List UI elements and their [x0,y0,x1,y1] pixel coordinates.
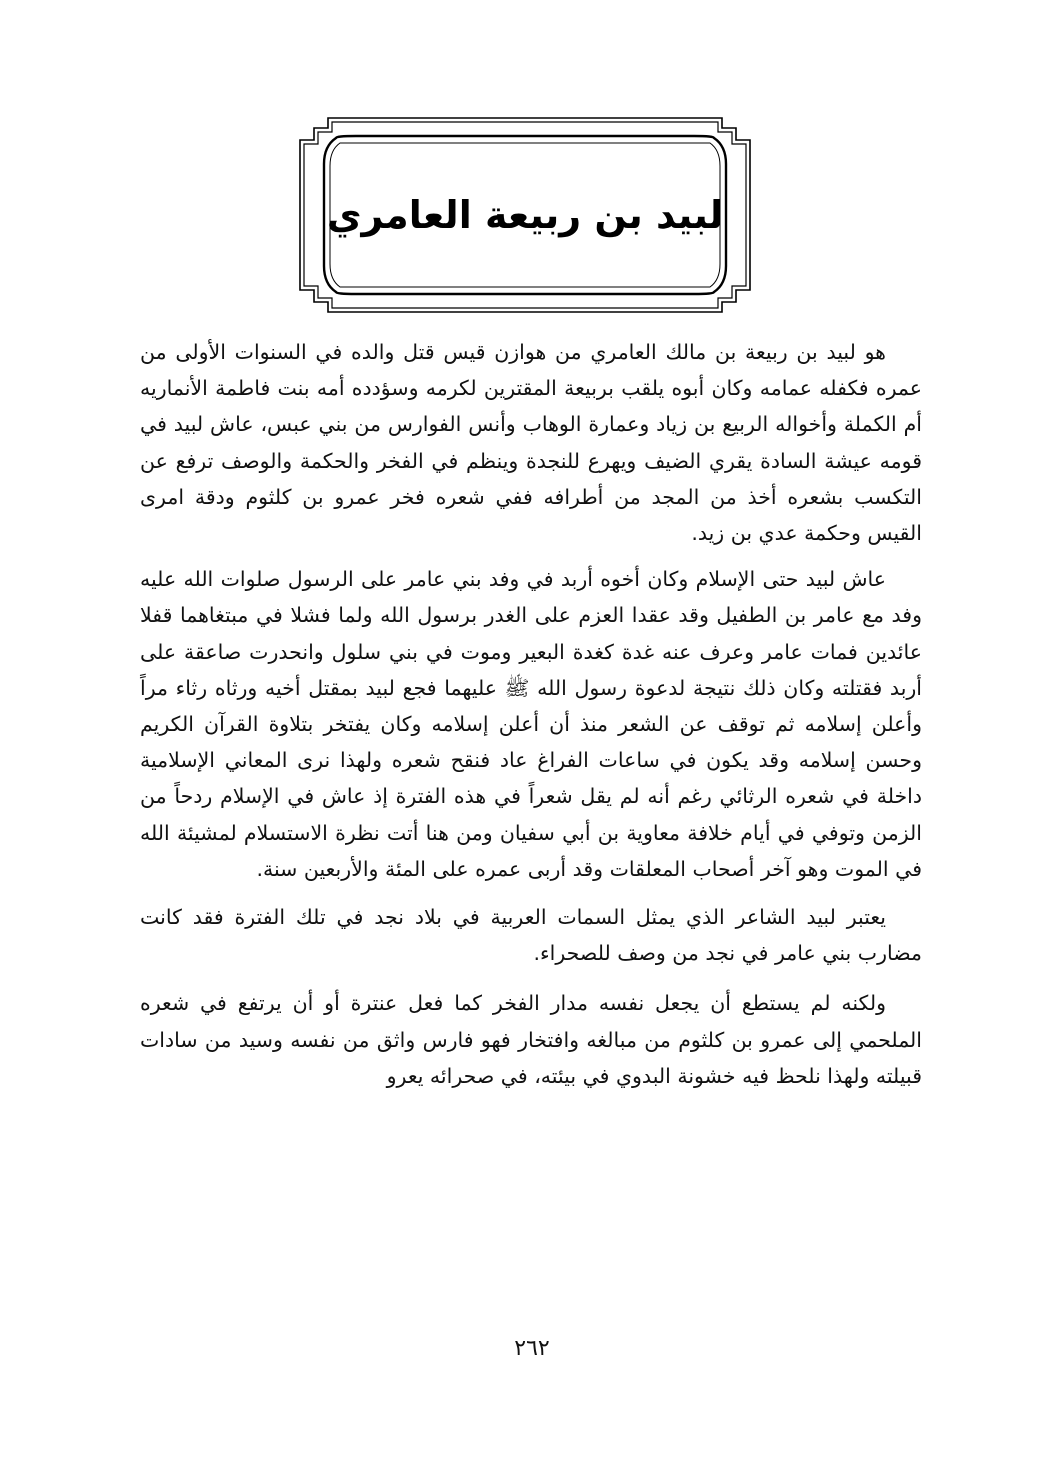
article-body [140,334,922,1108]
title-frame [296,114,754,316]
paragraph: يعتبر لبيد الشاعر الذي يمثل السمات العربية في بلاد نجد في تلك الفترة فقد كانت مضارب بني عامر في نجد من وصف للصحراء. [140,905,922,966]
paragraph: ولكنه لم يستطع أن يجعل نفسه مدار الفخر كما فعل عنترة أو أن يرتفع في شعره الملحمي إلى عمرو بن كلثوم من مبالغه وافتخار فهو فارس واثق من نفسه وسيد من سادات قبيلته ولهذا نلحظ فيه خشونة البدوي في بيئته، في صحرائه يعرو [140,991,922,1088]
page-number: ٢٦٢ [514,1336,550,1361]
page-title: لبيد بن ربيعة العامري [326,193,724,237]
paragraph: عاش لبيد حتى الإسلام وكان أخوه أربد في وفد بني عامر على الرسول صلوات الله عليه وفد مع عامر بن الطفيل وقد عقدا العزم على الغدر برسول الله ولما فشلا في مبتغاهما قفلا عائدين فمات عامر وعرف عنه غدة كغدة البعير وموت في بني سلول وانحدرت صاعقة على أربد فقتلته وكان ذلك نتيجة لدعوة رسول الله ﷺ عليهما فجع لبيد بمقتل أخيه ورثاه رثاء مراً وأعلن إسلامه ثم توقف عن الشعر منذ أن أعلن إسلامه وكان يفتخر بتلاوة القرآن الكريم وحسن إسلامه وقد يكون في ساعات الفراغ عاد فنقح شعره ولهذا نرى المعاني الإسلامية داخلة في شعره الرثائي رغم أنه لم يقل شعراً في هذه الفترة إذ عاش في الإسلام ردحاً من الزمن وتوفي في أيام خلافة معاوية بن أبي سفيان ومن هنا أتت نظرة الاستسلام لمشيئة الله في الموت وهو آخر أصحاب المعلقات وقد أربى عمره على المئة والأربعين سنة. [140,567,922,881]
paragraph: هو لبيد بن ربيعة بن مالك العامري من هوازن قيس قتل والده في السنوات الأولى من عمره فكفله عمامه وكان أبوه يلقب بربيعة المقترين لكرمه وسؤدده أمه بنت فاطمة الأنماريه أم الكملة وأخواله الربيع بن زياد وعمارة الوهاب وأنس الفوارس من بني عبس، عاش لبيد في قومه عيشة السادة يقري الضيف ويهرع للنجدة وينظم في الفخر والحكمة والوصف ترفع عن التكسب بشعره أخذ من المجد من أطرافه ففي شعره فخر عمرو بن كلثوم ودقة امرى القيس وحكمة عدي بن زيد. [140,340,922,546]
